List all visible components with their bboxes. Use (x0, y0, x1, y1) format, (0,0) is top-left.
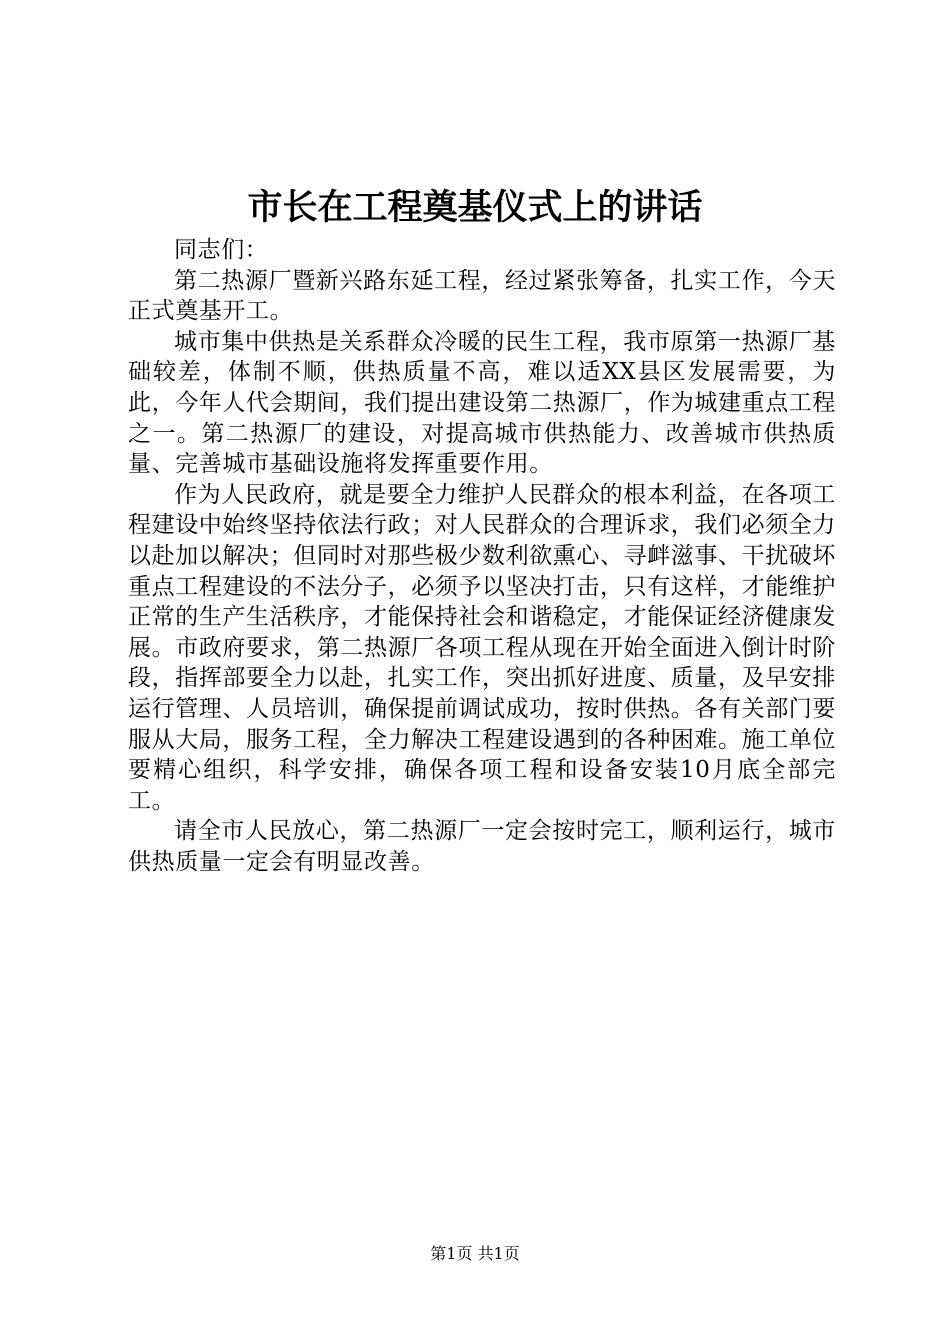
document-title: 市长在工程奠基仪式上的讲话 (247, 188, 703, 228)
document-body (128, 235, 836, 877)
body-paragraph: 城市集中供热是关系群众冷暖的民生工程，我市原第一热源厂基础较差，体制不顺，供热质量不高，难以适XX县区发展需要，为此，今年人代会期间，我们提出建设第二热源厂，作为城建重点工程之一。第二热源厂的建设，对提高城市供热能力、改善城市供热质量、完善城市基础设施将发挥重要作用。 (128, 328, 836, 478)
body-paragraph: 请全市人民放心，第二热源厂一定会按时完工，顺利运行，城市供热质量一定会有明显改善。 (128, 818, 836, 875)
body-paragraph: 第二热源厂暨新兴路东延工程，经过紧张筹备，扎实工作，今天正式奠基开工。 (128, 267, 836, 325)
body-paragraph: 作为人民政府，就是要全力维护人民群众的根本利益，在各项工程建设中始终坚持依法行政；对人民群众的合理诉求，我们必须全力以赴加以解决；但同时对那些极少数利欲熏心、寻衅滋事、干扰破坏重点工程建设的不法分子，必须予以坚决打击，只有这样，才能维护正常的生产生活秩序，才能保持社会和谐稳定，才能保证经济健康发展。市政府要求，第二热源厂各项工程从现在开始全面进入倒计时阶段，指挥部要全力以赴，扎实工作，突出抓好进度、质量，及早安排运行管理、人员培训，确保提前调试成功，按时供热。各有关部门要服从大局，服务工程，全力解决工程建设遇到的各种困难。施工单位要精心组织，科学安排，确保各项工程和设备安装10月底全部完工。 (128, 481, 836, 814)
page-footer: 第1页 共1页 (430, 1244, 520, 1263)
salutation-paragraph: 同志们： (174, 237, 269, 263)
